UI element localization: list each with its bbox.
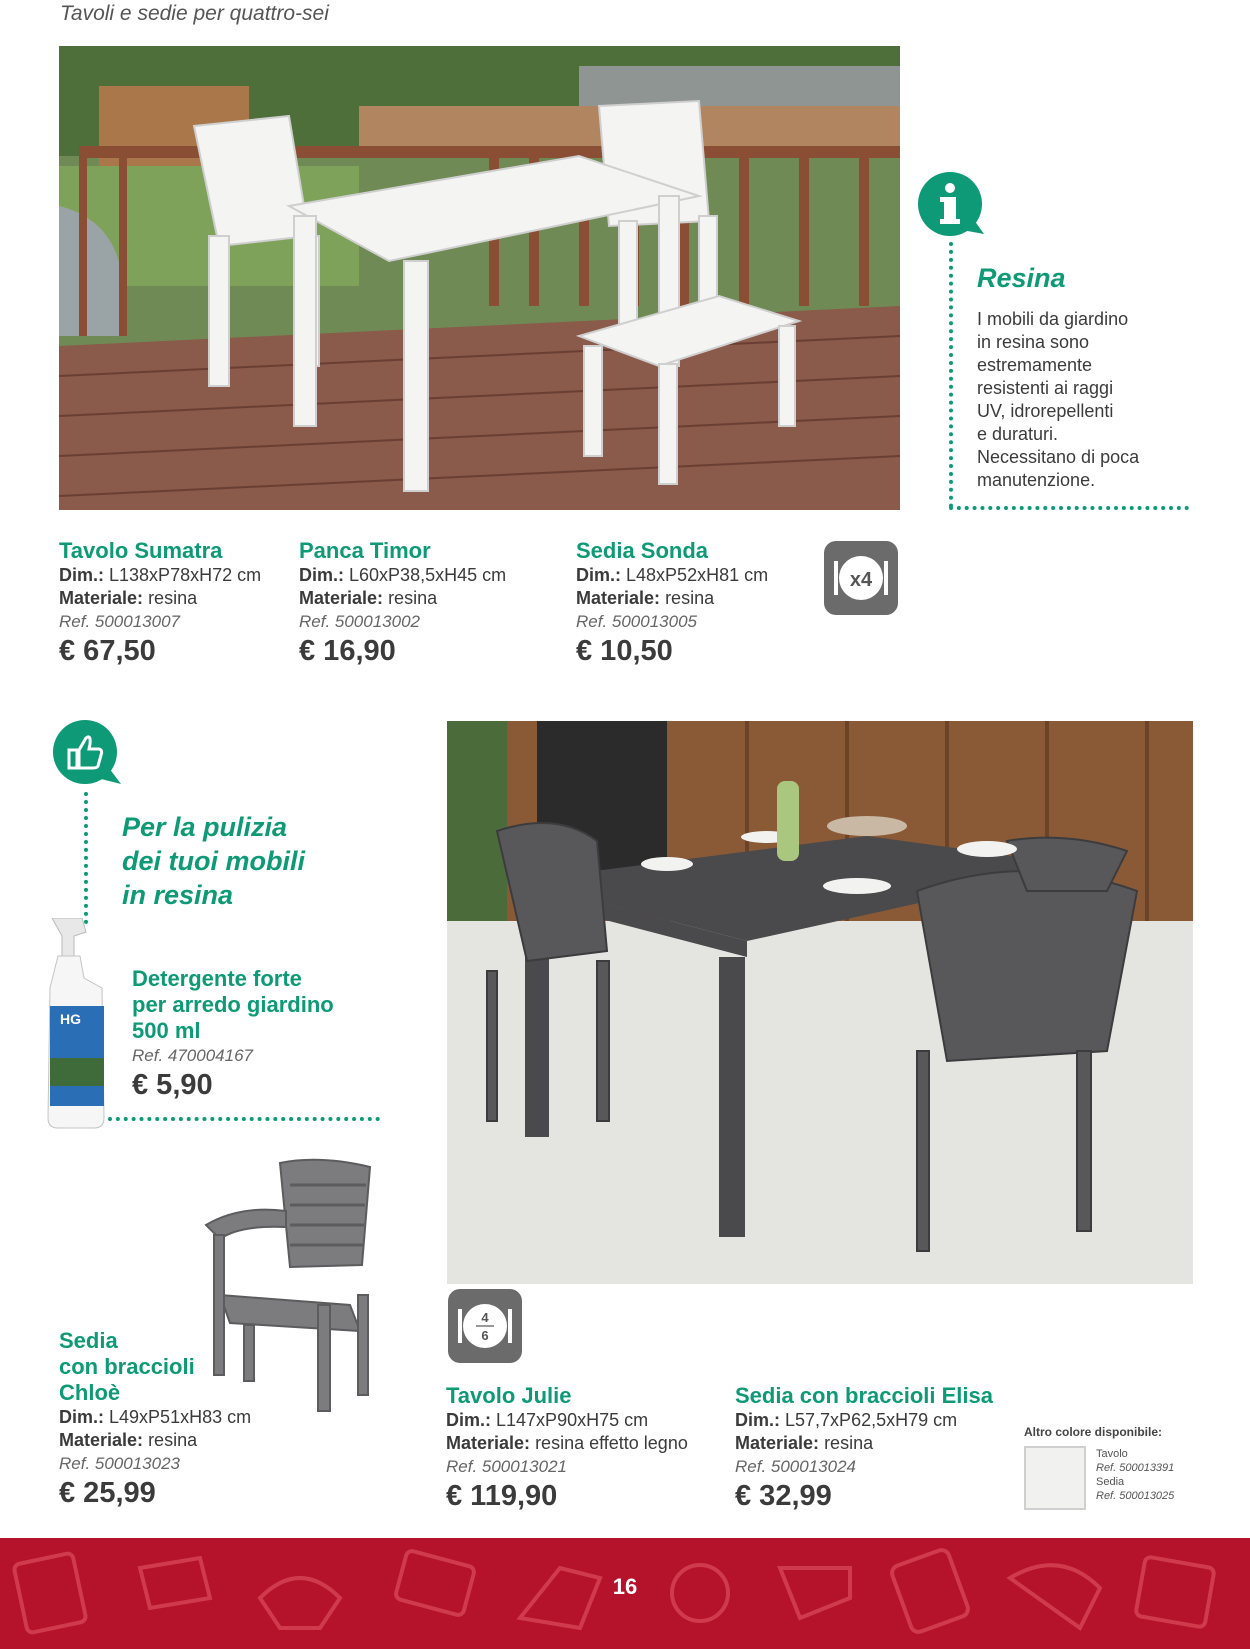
info-text-line: estremamente [977, 355, 1093, 375]
product-price: € 32,99 [735, 1480, 832, 1512]
other-color-line: Tavolo [1096, 1448, 1128, 1460]
info-box-text [977, 308, 1197, 492]
product-dimensions: Dim.: L60xP38,5xH45 cm [299, 565, 507, 585]
info-text-line: manutenzione. [977, 470, 1096, 490]
product-dimensions: Dim.: L48xP52xH81 cm [576, 565, 769, 585]
tip-title-line: Per la pulizia [122, 812, 288, 842]
product-name-line: 500 ml [132, 1018, 201, 1043]
info-text-line: in resina sono [977, 332, 1090, 352]
cleaner-bottle-image [44, 918, 112, 1130]
product-sedia-elisa [735, 1383, 1015, 1514]
product-material: Materiale: resina effetto legno [446, 1433, 688, 1453]
info-box-title: Resina [977, 263, 1066, 293]
product-ref: Ref. 500013024 [735, 1457, 856, 1476]
product-panca-timor [299, 538, 539, 669]
info-text-line: UV, idrorepellenti [977, 401, 1114, 421]
product-name-line: per arredo giardino [132, 992, 334, 1017]
product-name: Sedia Sonda [576, 538, 709, 563]
product-sedia-chloe [59, 1328, 289, 1511]
section-title: Tavoli e sedie per quattro-sei [60, 2, 329, 25]
other-color-swatch [1024, 1446, 1086, 1510]
place-setting-icon [824, 541, 898, 615]
tip-box-horizontal-divider [108, 1117, 380, 1121]
product-tavolo-julie [446, 1383, 726, 1514]
tip-title-line: dei tuoi mobili [122, 846, 305, 876]
product-material: Materiale: resina [735, 1433, 874, 1453]
product-tavolo-sumatra [59, 538, 289, 669]
product-material: Materiale: resina [299, 588, 438, 608]
info-text-line: I mobili da giardino [977, 309, 1129, 329]
product-material: Materiale: resina [59, 1430, 198, 1450]
footer-band [0, 1538, 1250, 1649]
product-ref: Ref. 500013002 [299, 612, 420, 631]
product-price: € 25,99 [59, 1477, 156, 1509]
product-name-line: con braccioli [59, 1354, 195, 1379]
tip-box-vertical-divider [84, 792, 88, 924]
product-price: € 119,90 [446, 1480, 558, 1512]
page-number: 16 [612, 1574, 638, 1599]
product-name: Tavolo Julie [446, 1383, 572, 1408]
product-dimensions: Dim.: L147xP90xH75 cm [446, 1410, 649, 1430]
bottle-brand: HG [60, 1011, 81, 1027]
info-text-line: resistenti ai raggi [977, 378, 1114, 398]
product-ref: Ref. 500013007 [59, 612, 180, 631]
product-dimensions: Dim.: L57,7xP62,5xH79 cm [735, 1410, 958, 1430]
info-text-line: Necessitano di poca [977, 447, 1140, 467]
info-text-line: e duraturi. [977, 424, 1059, 444]
info-box-vertical-divider [949, 242, 953, 508]
product-ref: Ref. 500013005 [576, 612, 697, 631]
product-material: Materiale: resina [59, 588, 198, 608]
other-color-line: Ref. 500013025 [1096, 1490, 1175, 1502]
badge-top-number: 4 [481, 1310, 489, 1325]
top-product-photo [59, 46, 900, 510]
place-setting-icon [448, 1289, 522, 1363]
product-name: Tavolo Sumatra [59, 538, 223, 563]
product-name-line: Sedia [59, 1328, 118, 1353]
badge-bottom-number: 6 [481, 1328, 489, 1343]
product-detergente [132, 966, 382, 1103]
badge-count: x4 [849, 569, 873, 591]
place-setting-x4-badge [824, 541, 898, 615]
info-icon [918, 172, 982, 236]
product-price: € 5,90 [132, 1069, 213, 1101]
product-dimensions: Dim.: L138xP78xH72 cm [59, 565, 262, 585]
tip-box-title [122, 810, 305, 912]
other-color-refs [1096, 1447, 1174, 1503]
product-material: Materiale: resina [576, 588, 715, 608]
product-price: € 67,50 [59, 635, 156, 667]
other-color-line: Sedia [1096, 1476, 1125, 1488]
product-price: € 16,90 [299, 635, 396, 667]
info-box-horizontal-divider [949, 506, 1189, 510]
product-ref: Ref. 470004167 [132, 1046, 253, 1065]
product-ref: Ref. 500013021 [446, 1457, 567, 1476]
product-name-line: Chloè [59, 1380, 121, 1405]
product-ref: Ref. 500013023 [59, 1454, 180, 1473]
product-dimensions: Dim.: L49xP51xH83 cm [59, 1407, 252, 1427]
place-setting-4-6-badge [448, 1289, 522, 1363]
product-price: € 10,50 [576, 635, 673, 667]
product-sedia-sonda [576, 538, 806, 669]
tip-title-line: in resina [122, 880, 234, 910]
other-color-title: Altro colore disponibile: [1024, 1425, 1163, 1439]
bottom-product-photo [447, 721, 1193, 1284]
other-color-line: Ref. 500013391 [1096, 1462, 1175, 1474]
product-name: Panca Timor [299, 538, 431, 563]
product-name: Sedia con braccioli Elisa [735, 1383, 993, 1408]
product-name-line: Detergente forte [132, 966, 302, 991]
thumbs-up-icon [53, 720, 117, 784]
